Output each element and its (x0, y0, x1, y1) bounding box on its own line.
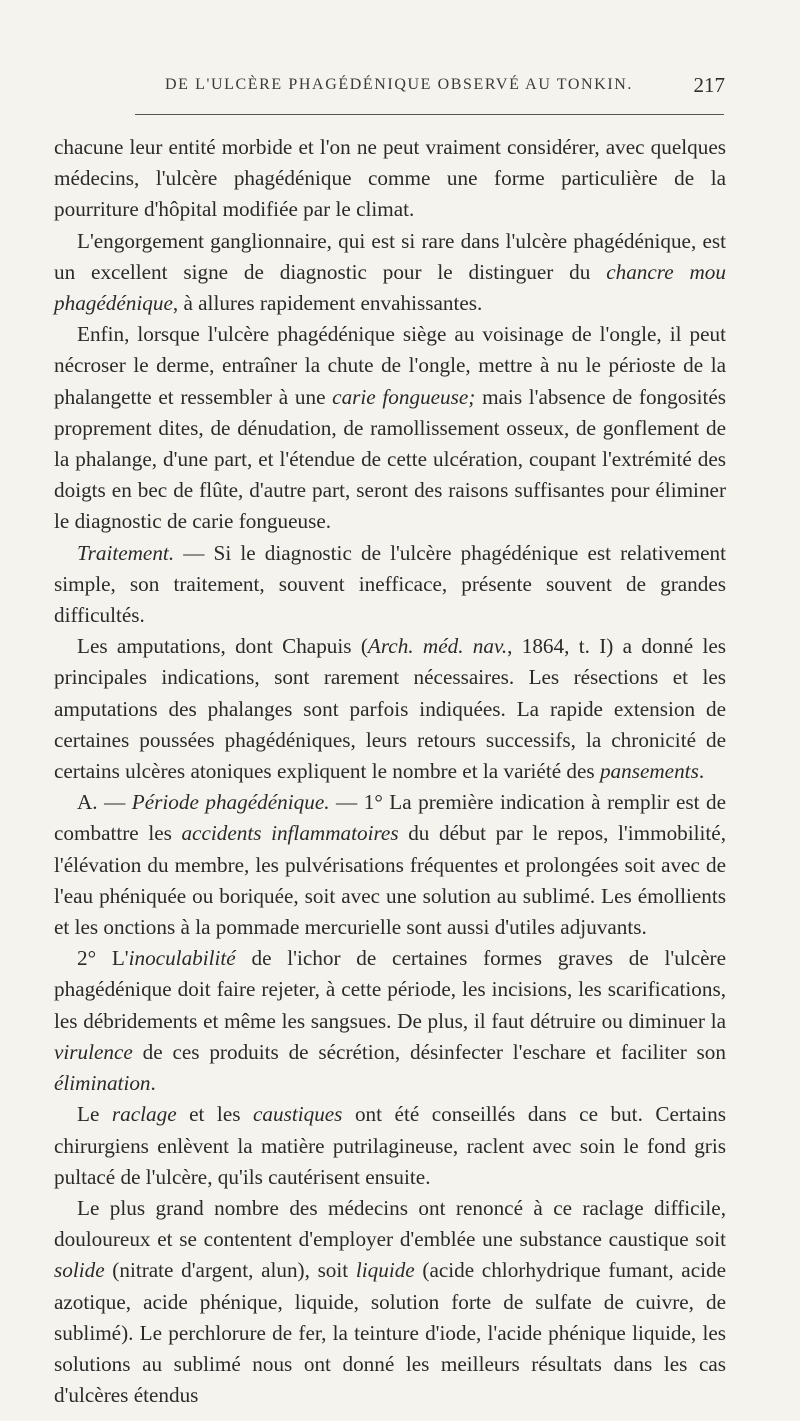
running-title: DE L'ULCÈRE PHAGÉDÉNIQUE OBSERVÉ AU TONKIN. (165, 76, 634, 93)
header-rule (135, 114, 724, 115)
body-text (54, 132, 726, 1411)
italic-term: liquide (355, 1258, 415, 1283)
italic-term: virulence (54, 1039, 133, 1064)
italic-term: chancre mou phagédénique (54, 259, 726, 316)
paragraph-7: 2° L'inoculabilité de l'ichor de certaines formes graves de l'ulcère phagédénique doit faire rejeter, à cette période, les incisions, les scarifications, les débridements et même les sangsues. De plus, il faut détruire ou diminuer la virulence de ces produits de sécrétion, désinfecter l'eschare et faciliter son élimination. (54, 946, 726, 1096)
paragraph-4: Traitement. — Si le diagnostic de l'ulcère phagédénique est relativement simple, son traitement, souvent inefficace, présente souvent de grandes difficultés. (54, 540, 726, 628)
paragraph-2: L'engorgement ganglionnaire, qui est si rare dans l'ulcère phagédénique, est un excellent signe de diagnostic pour le distinguer du chancre mou phagédénique, à allures rapidement envahissantes. (54, 228, 726, 316)
section-heading-periode: Période phagédénique. (131, 790, 330, 815)
paragraph-3: Enfin, lorsque l'ulcère phagédénique siège au voisinage de l'ongle, il peut nécroser le derme, entraîner la chute de l'ongle, mettre à nu le périoste de la phalangette et ressembler à une carie fongueuse; mais l'absence de fongosités proprement dites, de dénudation, de ramollissement osseux, de gonflement de la phalange, d'une part, et l'étendue de cette ulcération, coupant l'extrémité des doigts en bec de flûte, d'autre part, seront des raisons suffisantes pour éliminer le diagnostic de carie fongueuse. (54, 322, 727, 534)
italic-term: pansements (599, 759, 699, 784)
italic-term: solide (54, 1258, 105, 1283)
italic-term: élimination (54, 1071, 151, 1096)
paragraph-6: A. — Période phagédénique. — 1° La première indication à remplir est de combattre les accidents inflammatoires du début par le repos, l'immobilité, l'élévation du membre, les pulvérisations fréquentes et prolongées soit avec de l'eau phéniquée ou boriquée, soit avec une solution au sublimé. Les émollients et les onctions à la pommade mercurielle sont aussi d'utiles adjuvants. (54, 790, 726, 940)
running-header (135, 73, 725, 106)
italic-term: carie fongueuse; (332, 384, 476, 409)
paragraph-1: chacune leur entité morbide et l'on ne peut vraiment considérer, avec quelques médecins, l'ulcère phagédénique comme une forme particulière de la pourriture d'hôpital modifiée par le climat. (54, 135, 726, 222)
italic-term: caustiques (252, 1102, 343, 1127)
italic-term: inoculabilité (128, 946, 236, 971)
italic-term: accidents inflammatoires (181, 821, 399, 846)
page-number: 217 (693, 73, 725, 97)
italic-term: raclage (111, 1102, 177, 1127)
paragraph-5: Les amputations, dont Chapuis (Arch. méd. nav., 1864, t. I) a donné les principales indications, sont rarement nécessaires. Les résections et les amputations des phalanges sont parfois indiquées. La rapide extension de certaines poussées phagédéniques, leurs retours successifs, la chronicité de certains ulcères atoniques expliquent le nombre et la variété des pansements. (54, 634, 726, 784)
paragraph-9: Le plus grand nombre des médecins ont renoncé à ce raclage difficile, douloureux et se contentent d'employer d'emblée une substance caustique soit solide (nitrate d'argent, alun), soit liquide (acide chlorhydrique fumant, acide azotique, acide phénique, liquide, solution forte de sulfate de cuivre, de sublimé). Le perchlorure de fer, la teinture d'iode, l'acide phénique liquide, les solutions au sublimé nous ont donné les meilleurs résultats dans les cas d'ulcères étendus (54, 1195, 726, 1408)
citation: Arch. méd. nav. (367, 634, 508, 659)
section-heading-traitement: Traitement. (77, 540, 175, 565)
paragraph-8: Le raclage et les caustiques ont été conseillés dans ce but. Certains chirurgiens enlèvent la matière putrilagineuse, raclent avec soin le fond gris pultacé de l'ulcère, qu'ils cautérisent ensuite. (54, 1102, 726, 1189)
